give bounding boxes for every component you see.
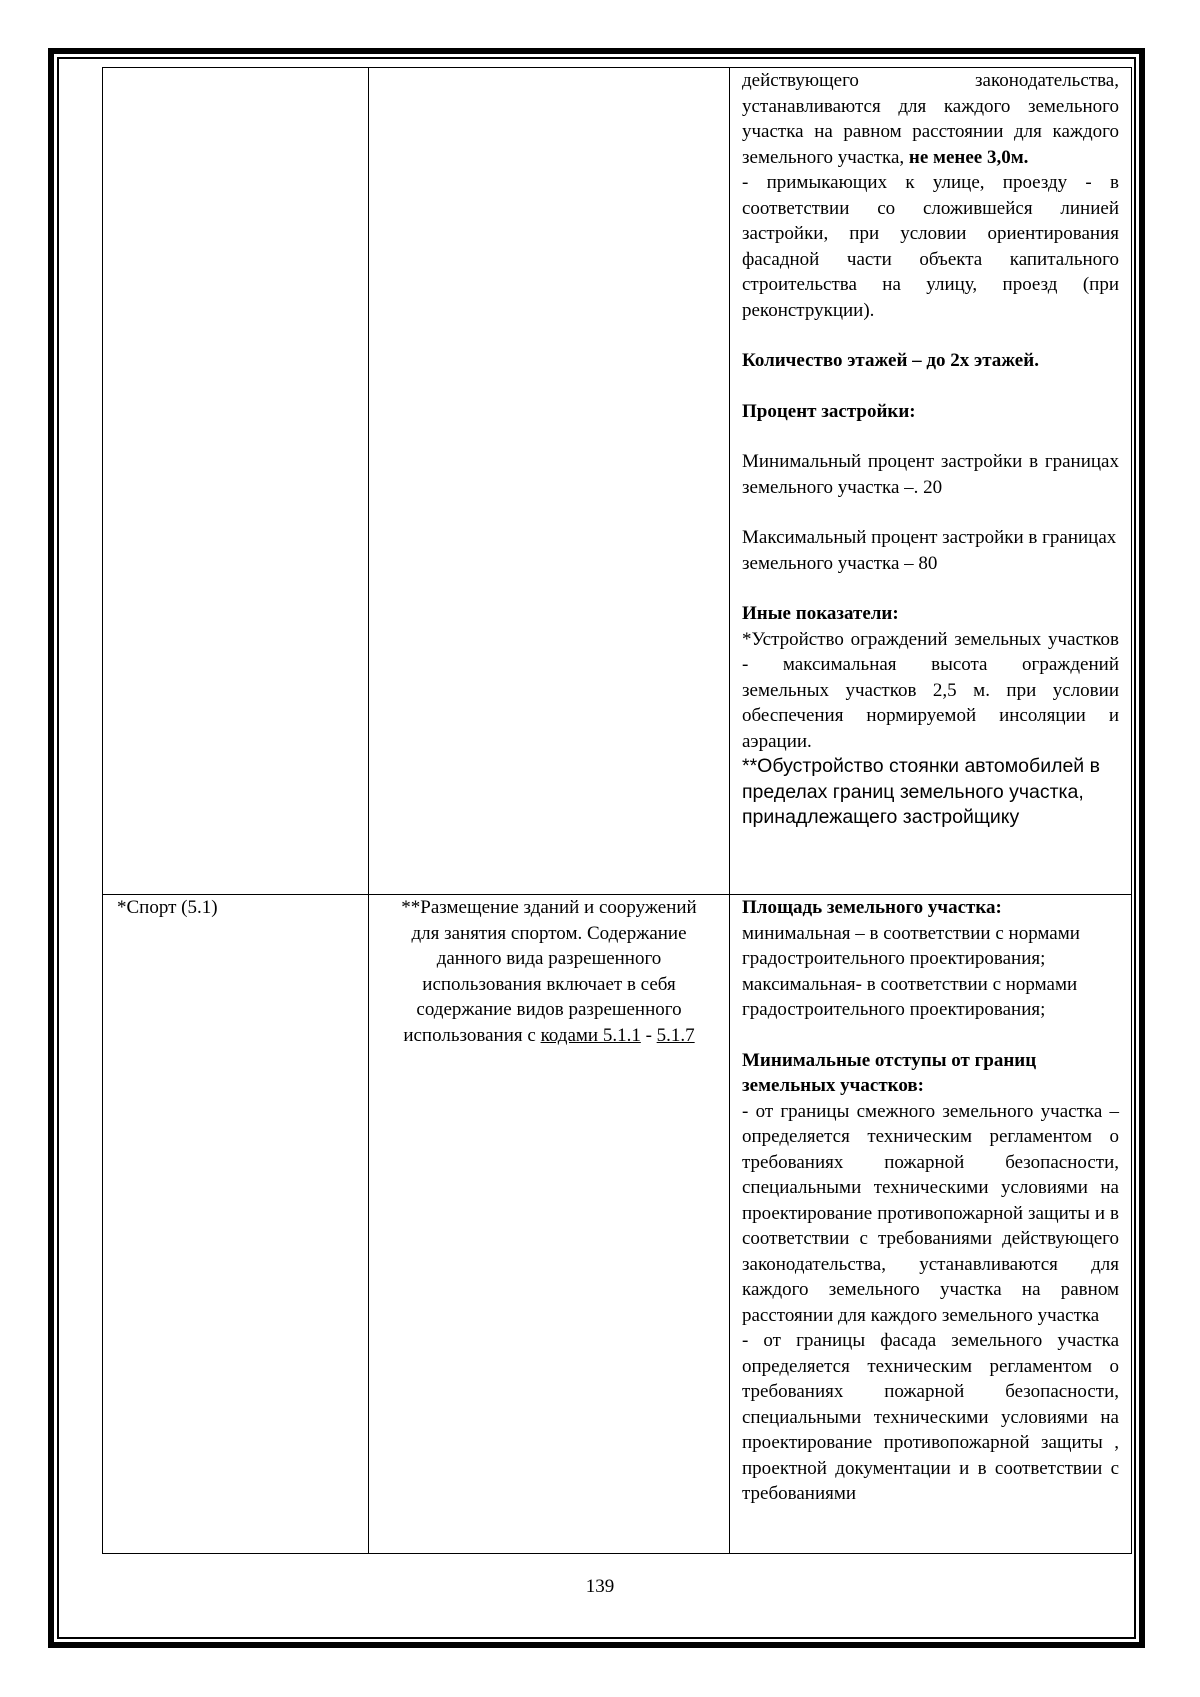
cell-use-type: *Спорт (5.1) <box>103 895 369 1554</box>
cell-use-type <box>103 68 369 895</box>
fence-height: *Устройство ограждений земельных участков - максимальная высота ограждений земельных участков 2,5 м. при условии обеспечения нормируемой инсоляции и аэрации. <box>742 628 1119 752</box>
link-codes[interactable]: кодами 5.1.1 <box>540 1024 641 1046</box>
regulations-table <box>102 67 1132 1554</box>
table-row <box>103 68 1132 895</box>
table-row <box>103 895 1132 1554</box>
min-coverage: Минимальный процент застройки в границах земельного участка –. 20 <box>742 451 1119 498</box>
setback-street: - примыкающих к улице, проезду - в соответствии со сложившейся линией застройки, при условии ориентирования фасадной части объекта капитального строительства на улицу, проезд (при реконструкции). <box>742 172 1119 321</box>
max-coverage: Максимальный процент застройки в границах земельного участка – 80 <box>742 527 1117 574</box>
area-max: максимальная- в соответствии с нормами градостроительного проектирования; <box>742 973 1078 1020</box>
link-code-end[interactable]: 5.1.7 <box>656 1024 695 1046</box>
parking: **Обустройство стоянки автомобилей в пределах границ земельного участка, принадлежащего застройщику <box>742 755 1100 828</box>
other-heading: Иные показатели: <box>742 603 899 624</box>
setback-facade: - от границы фасада земельного участка определяется техническим регламентом о требованиях пожарной безопасности, специальными техническими условиями на проектирование противопожарной защиты , проектной документации и в соответствии с требованиями <box>742 1330 1119 1504</box>
setback-continuation: действующего законодательства, устанавливаются для каждого земельного участка на равном расстоянии для каждого земельного участка, не менее 3,0м. <box>742 70 1119 168</box>
coverage-heading: Процент застройки: <box>742 400 916 422</box>
cell-use-description: **Размещение зданий и сооружений для занятия спортом. Содержание данного вида разрешенного использования включает в себя содержание видов разрешенного использования с кодами 5.1.1 - 5.1.7 <box>369 895 730 1554</box>
cell-use-description <box>369 68 730 895</box>
page-number: 139 <box>585 1576 615 1597</box>
setbacks-heading: Минимальные отступы от границ земельных участков: <box>742 1049 1037 1096</box>
setback-adjacent: - от границы смежного земельного участка – определяется техническим регламентом о требованиях пожарной безопасности, специальными техническими условиями на проектирование противопожарной защиты и в соответствии с требованиями действующего законодательства, устанавливаются для каждого земельного участка на равном расстоянии для каждого земельного участка <box>742 1100 1119 1326</box>
area-heading: Площадь земельного участка: <box>742 897 1002 918</box>
area-min: минимальная – в соответствии с нормами градостроительного проектирования; <box>742 922 1080 969</box>
cell-parameters <box>730 895 1132 1554</box>
cell-parameters <box>730 68 1132 895</box>
floors-count: Количество этажей – до 2х этажей. <box>742 350 1039 371</box>
